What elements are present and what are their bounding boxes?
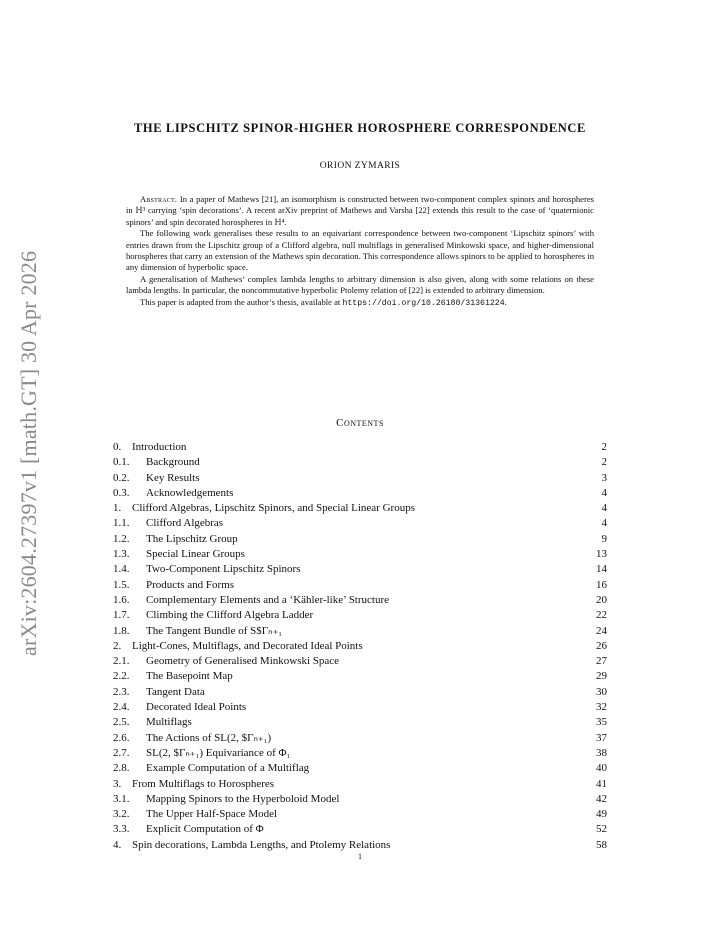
toc-entry-title: Multiflags [146, 716, 192, 729]
toc-entry[interactable] [113, 578, 607, 593]
toc-entry[interactable] [113, 761, 607, 776]
toc-entry-number: 1.7. [113, 609, 130, 622]
toc-entry-title: Mapping Spinors to the Hyperboloid Model [146, 792, 340, 805]
toc-entry-page: 52 [596, 823, 607, 836]
toc-entry-page: 14 [596, 563, 607, 576]
toc-entry-title: The Tangent Bundle of S$Γₙ₊₁ [146, 624, 283, 637]
toc-entry-title: The Lipschitz Group [146, 532, 238, 545]
toc-entry-page: 30 [596, 685, 607, 698]
toc-entry-number: 2.6. [113, 731, 130, 744]
page-number: 1 [358, 852, 362, 861]
toc-entry-number: 3.3. [113, 823, 130, 836]
toc-entry[interactable] [113, 624, 607, 639]
toc-entry-page: 2 [601, 456, 607, 469]
toc-entry[interactable] [113, 486, 607, 501]
toc-entry-number: 2.4. [113, 701, 130, 714]
toc-entry-title: The Basepoint Map [146, 670, 233, 683]
toc-entry[interactable] [113, 532, 607, 547]
toc-entry-number: 0.3. [113, 486, 130, 499]
toc-entry-number: 2. [113, 639, 122, 652]
toc-entry-title: Special Linear Groups [146, 548, 245, 561]
toc-entry-page: 32 [596, 701, 607, 714]
toc-entry-number: 0.1. [113, 456, 130, 469]
toc-entry-page: 38 [596, 746, 607, 759]
toc-entry-title: Decorated Ideal Points [146, 701, 247, 714]
abstract-paragraph-3: A generalisation of Mathews’ complex lambda lengths to arbitrary dimension is also given, along with some relations on these lambda lengths. In particular, the noncommutative hyperbolic Ptolemy relation of [22] is extended to arbitrary dimension. [126, 273, 594, 296]
toc-entry-title: Background [146, 456, 200, 469]
toc-entry-number: 2.5. [113, 716, 130, 729]
toc-entry-title: Products and Forms [146, 578, 234, 591]
toc-entry-title: Acknowledgements [146, 486, 234, 499]
toc-entry-number: 2.8. [113, 762, 130, 775]
abstract-paragraph-4 [126, 297, 594, 309]
toc-entry[interactable] [113, 547, 607, 562]
toc-entry[interactable] [113, 838, 607, 853]
toc-entry-number: 4. [113, 838, 122, 851]
toc-entry[interactable] [113, 455, 607, 470]
toc-entry[interactable] [113, 807, 607, 822]
toc-entry-page: 4 [601, 502, 607, 515]
toc-entry-title: Complementary Elements and a ‘Kähler-like’ Structure [146, 593, 390, 606]
toc-entry-number: 1.2. [113, 532, 130, 545]
toc-entry-number: 2.2. [113, 670, 130, 683]
toc-entry[interactable] [113, 654, 607, 669]
toc-entry-page: 40 [596, 762, 607, 775]
toc-entry-page: 20 [596, 593, 607, 606]
toc-entry-number: 3.1. [113, 792, 130, 805]
toc-entry-title: Two-Component Lipschitz Spinors [146, 563, 301, 576]
toc-entry-number: 1.1. [113, 517, 130, 530]
toc-entry[interactable] [113, 822, 607, 837]
author-name: ORION ZYMARIS [319, 161, 401, 171]
toc-entry-page: 49 [596, 808, 607, 821]
toc-entry-number: 3. [113, 777, 122, 790]
toc-entry-number: 1.8. [113, 624, 130, 637]
thesis-doi-link[interactable]: https://doi.org/10.26180/31361224 [342, 298, 505, 308]
toc-entry-page: 35 [596, 716, 607, 729]
toc-entry-page: 26 [596, 639, 607, 652]
toc-entry-title: Geometry of Generalised Minkowski Space [146, 655, 340, 668]
toc-entry-number: 2.7. [113, 746, 130, 759]
abstract-paragraph-1 [126, 194, 594, 228]
toc-entry[interactable] [113, 593, 607, 608]
toc-entry-page: 29 [596, 670, 607, 683]
toc-entry-page: 9 [601, 532, 607, 545]
toc-entry-number: 1.5. [113, 578, 130, 591]
toc-entry-number: 3.2. [113, 808, 130, 821]
toc-entry[interactable] [113, 516, 607, 531]
toc-entry-number: 1.3. [113, 548, 130, 561]
abstract-label: Abstract. [140, 194, 178, 204]
toc-entry-page: 41 [596, 777, 607, 790]
abstract-paragraph-2: The following work generalises these results to an equivariant correspondence between two-component ‘Lipschitz spinors’ with entries drawn from the Lipschitz group of a Clifford algebra, null multiflags in generalised Minkowski space, and higher-dimensional horospheres that carry an extension of the Mathews spin decoration. This correspondence allows spinors to be applied to horospheres in any dimension of hyperbolic space. [126, 228, 594, 273]
abstract-p1-text: In a paper of Mathews [21], an isomorphism is constructed between two-component complex spinors and horospheres in ℍ³ carrying ‘spin decorations’. A recent arXiv preprint of Mathews and Varsha [22] extends this result to the case of ‘quaternionic spinors’ and spin decorated horospheres in ℍ⁴. [126, 194, 594, 227]
toc-entry[interactable] [113, 639, 607, 654]
contents-heading: Contents [336, 417, 384, 429]
toc-entry-page: 3 [601, 471, 607, 484]
toc-entry-number: 1.6. [113, 593, 130, 606]
toc-entry-title: The Upper Half-Space Model [146, 808, 278, 821]
toc-entry-title: Tangent Data [146, 685, 205, 698]
toc-entry-number: 2.3. [113, 685, 130, 698]
toc-entry[interactable] [113, 715, 607, 730]
paper-title: THE LIPSCHITZ SPINOR-HIGHER HOROSPHERE CORRESPONDENCE [133, 121, 586, 135]
toc-entry-number: 0. [113, 441, 122, 453]
toc-entry[interactable] [113, 700, 607, 715]
toc-entry-page: 37 [596, 731, 607, 744]
toc-entry[interactable] [113, 685, 607, 700]
toc-entry-title: Explicit Computation of Φ [146, 823, 264, 836]
toc-entry-number: 1. [113, 502, 122, 515]
toc-entry-page: 58 [596, 838, 607, 851]
toc-entry-number: 2.1. [113, 655, 130, 668]
toc-entry[interactable] [113, 669, 607, 684]
toc-entry-page: 42 [596, 792, 607, 805]
abstract-p4-text: This paper is adapted from the author’s thesis, available at [140, 296, 341, 307]
toc-entry[interactable] [113, 792, 607, 807]
toc-entry-page: 4 [601, 486, 607, 499]
toc-entry-number: 1.4. [113, 563, 130, 576]
toc-entry[interactable] [113, 777, 607, 792]
toc-entry-title: Spin decorations, Lambda Lengths, and Ptolemy Relations [132, 838, 391, 851]
toc-entry[interactable] [113, 440, 607, 455]
toc-entry-page: 2 [601, 441, 607, 453]
toc-entry[interactable] [113, 562, 607, 577]
toc-entry-title: Clifford Algebras, Lipschitz Spinors, and Special Linear Groups [132, 502, 415, 515]
arxiv-margin-stamp: arXiv:2604.27397v1 [math.GT] 30 Apr 2026 [16, 250, 41, 656]
toc-entry-title: From Multiflags to Horospheres [132, 777, 275, 790]
toc-entry-title: The Actions of SL(2, $Γₙ₊₁) [146, 731, 272, 744]
abstract [126, 194, 594, 309]
toc-entry-title: Introduction [132, 441, 187, 453]
toc-entry-title: Clifford Algebras [146, 517, 224, 530]
toc-entry-page: 24 [596, 624, 607, 637]
toc-entry-title: Climbing the Clifford Algebra Ladder [146, 609, 314, 622]
table-of-contents [113, 440, 607, 853]
toc-entry[interactable] [113, 471, 607, 486]
toc-entry-page: 4 [601, 517, 607, 530]
toc-entry[interactable] [113, 608, 607, 623]
toc-entry-title: SL(2, $Γₙ₊₁) Equivariance of Φ₁ [146, 746, 291, 759]
toc-entry-page: 22 [596, 609, 607, 622]
toc-entry-page: 13 [596, 548, 607, 561]
toc-entry-title: Light-Cones, Multiflags, and Decorated Ideal Points [132, 639, 363, 652]
toc-entry-title: Key Results [146, 471, 200, 484]
abstract-p4-end: . [504, 296, 507, 307]
toc-entry[interactable] [113, 731, 607, 746]
toc-entry[interactable] [113, 746, 607, 761]
toc-entry-page: 27 [596, 655, 607, 668]
toc-entry-number: 0.2. [113, 471, 130, 484]
toc-entry-page: 16 [596, 578, 607, 591]
toc-entry-title: Example Computation of a Multiflag [146, 762, 310, 775]
toc-entry[interactable] [113, 501, 607, 516]
